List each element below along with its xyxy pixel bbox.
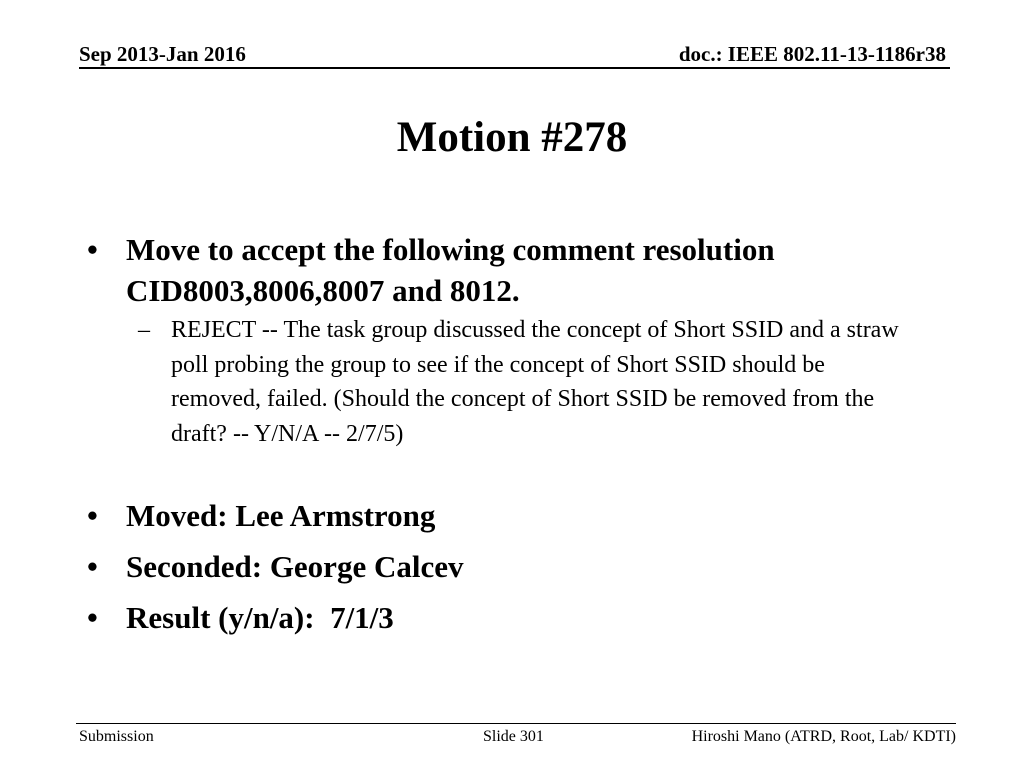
- bullet-seconded-text: Seconded: George Calcev: [126, 549, 464, 584]
- header-doc-id: doc.: IEEE 802.11-13-1186r38: [678, 42, 946, 66]
- bullet-result: [83, 597, 943, 638]
- bullet-icon: •: [87, 549, 98, 584]
- header-divider: [79, 67, 950, 69]
- footer-author: Hiroshi Mano (ATRD, Root, Lab/ KDTI): [691, 728, 956, 745]
- footer-slide-number: Slide 301: [483, 728, 544, 745]
- slide-body: [83, 229, 943, 638]
- bullet-motion: [83, 229, 943, 311]
- footer-submission: Submission: [79, 728, 154, 745]
- bullet-icon: •: [87, 498, 98, 533]
- sub-bullet-resolution-text: REJECT -- The task group discussed the concept of Short SSID and a straw poll probing the group to see if the concept of Short SSID should be removed, failed. (Should the concept of Short SSID be removed from the draft? -- Y/N/A -- 2/7/5): [171, 317, 899, 447]
- bullet-icon: •: [87, 232, 98, 267]
- header-date-range: Sep 2013-Jan 2016: [79, 42, 246, 66]
- footer-divider: [76, 723, 956, 724]
- bullet-icon: •: [87, 600, 98, 635]
- bullet-motion-text: Move to accept the following comment resolution CID8003,8006,8007 and 8012.: [126, 232, 775, 308]
- bullet-moved-text: Moved: Lee Armstrong: [126, 498, 436, 533]
- bullet-seconded: [83, 546, 943, 587]
- bullet-moved: [83, 495, 943, 536]
- slide-title: Motion #278: [396, 114, 628, 161]
- bullet-result-text: Result (y/n/a): 7/1/3: [126, 600, 394, 635]
- dash-icon: –: [138, 317, 150, 343]
- sub-bullet-resolution: [138, 313, 911, 451]
